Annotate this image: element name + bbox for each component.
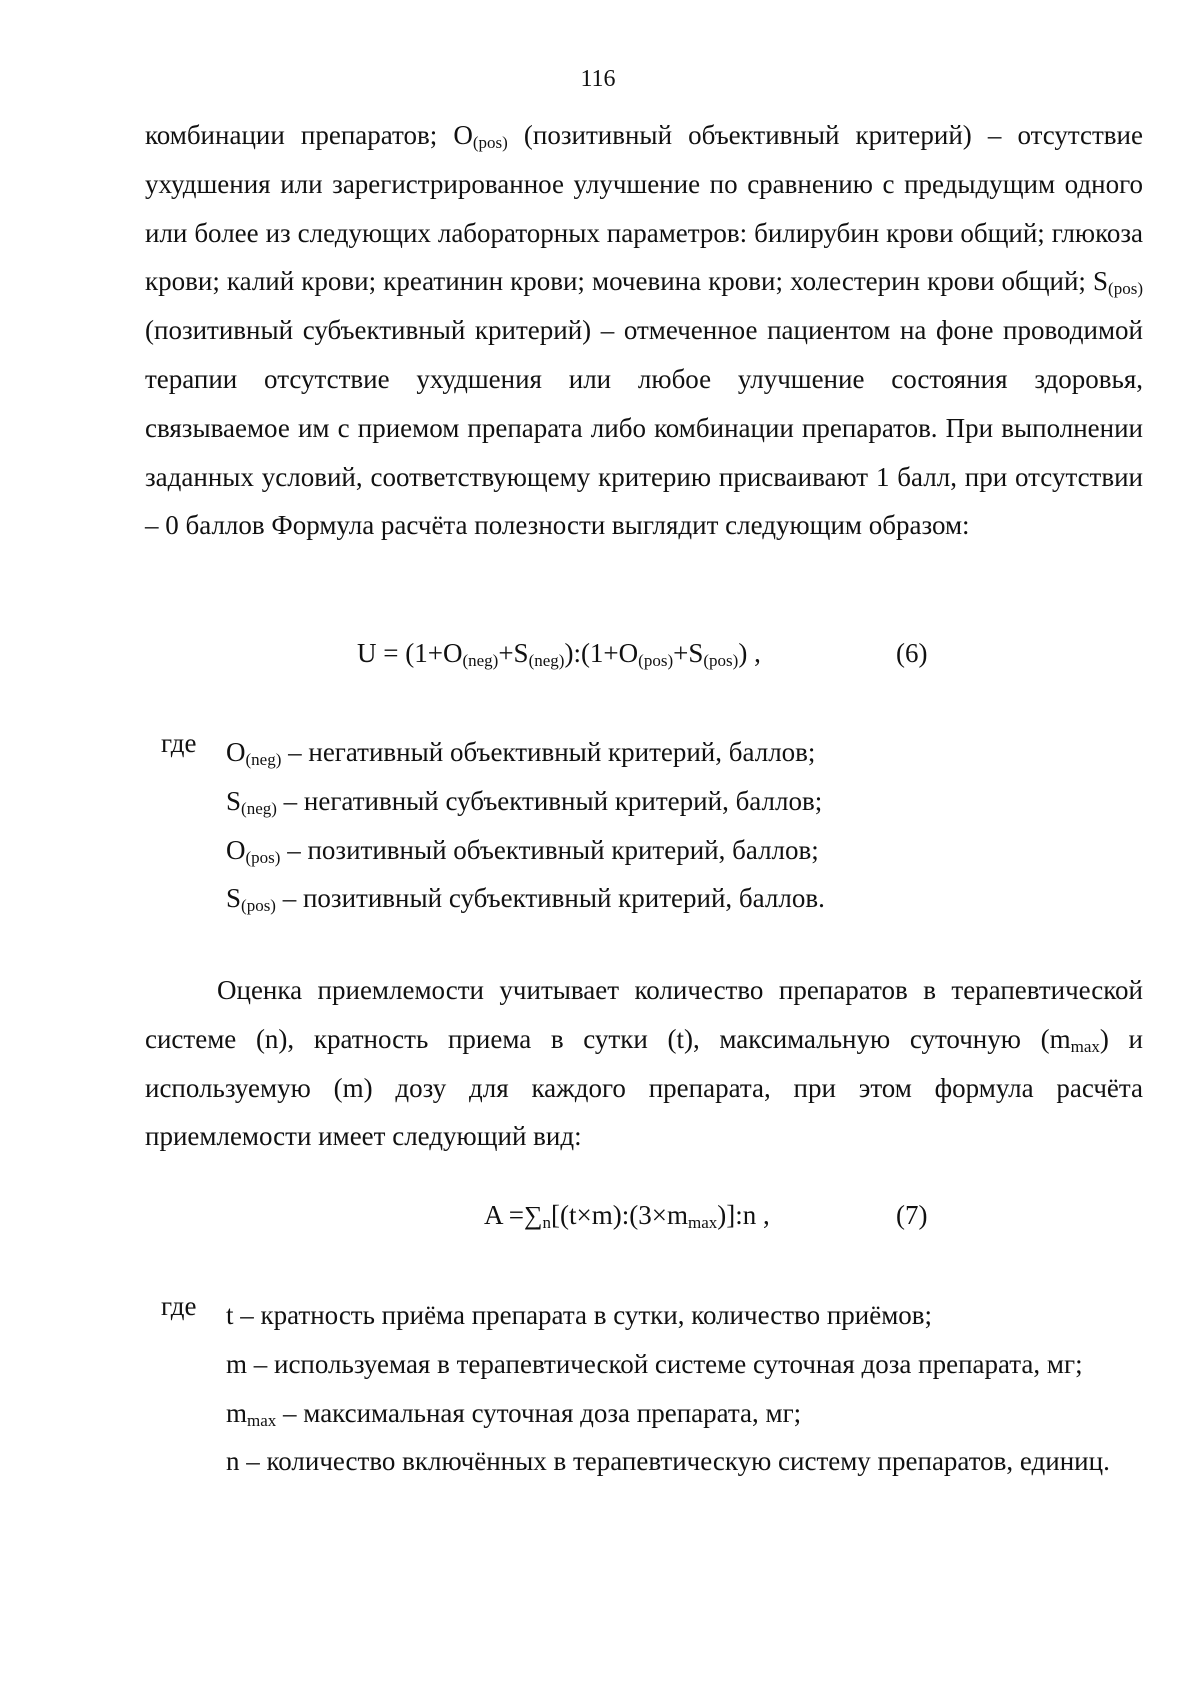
definition-item xyxy=(226,728,1123,777)
paragraph1-text-2: (позитивный объективный критерий) – отсутствие ухудшения или зарегистрированное улучшение по сравнению с предыдущим одного или более из следующих лабораторных параметров: билирубин крови общий; глюкоза крови; калий крови; креатинин крови; мочевина крови; холестерин крови общий; S xyxy=(145,120,1143,297)
definition-symbol: O xyxy=(226,834,246,865)
definition-symbol: S xyxy=(226,785,242,816)
formula7-text-2: [(t×m):(3×m xyxy=(551,1200,688,1230)
formula6-sub-3: (pos) xyxy=(638,651,674,670)
definition-symbol: m xyxy=(226,1397,248,1428)
equation-number-7: (7) xyxy=(896,1200,928,1230)
formula7-sub-2: max xyxy=(687,1213,718,1232)
formula-acceptability xyxy=(484,1200,770,1231)
definition-subscript: (pos) xyxy=(245,847,281,867)
equation-number-6: (6) xyxy=(896,638,928,668)
definition-item xyxy=(226,1389,1123,1438)
definition-text: – позитивный объективный критерий, баллов; xyxy=(280,834,819,865)
definition-text: m – используемая в терапевтической системе суточная доза препарата, мг; xyxy=(226,1348,1083,1379)
formula-utility xyxy=(357,638,761,669)
definition-item xyxy=(226,874,1123,923)
formula6-text-5: ) , xyxy=(738,638,761,668)
definition-text: t – кратность приёма препарата в сутки, количество приёмов; xyxy=(226,1300,933,1330)
definition-subscript: (neg) xyxy=(245,750,282,769)
paragraph1-text-1: комбинации препаратов; O xyxy=(145,120,473,150)
subscript-max: max xyxy=(1070,1036,1100,1056)
definition-text: n – количество включённых в терапевтическую систему препаратов, единиц. xyxy=(226,1446,1110,1477)
formula6-text-1: U = (1+O xyxy=(357,638,463,668)
formula7-text-1: A = xyxy=(484,1200,524,1230)
definitions-list-utility xyxy=(226,728,1123,923)
formula6-text-3: ):(1+O xyxy=(564,638,639,668)
where-label: где xyxy=(161,1291,197,1321)
definition-item xyxy=(226,826,1123,875)
definition-subscript: (neg) xyxy=(241,798,277,818)
paragraph-acceptability xyxy=(145,966,1143,1161)
definition-symbol: S xyxy=(226,883,242,914)
formula6-sub-1: (neg) xyxy=(462,651,499,670)
paragraph2-text-1: Оценка приемлемости учитывает количество препаратов в терапевтической системе (n), кратность приема в сутки (t), максимальную суточную (m xyxy=(145,975,1143,1054)
paragraph2-text-2: ) и используемую (m) дозу для каждого препарата, при этом формула расчёта приемлемости имеет следующий вид: xyxy=(145,1023,1143,1152)
definition-subscript: max xyxy=(247,1410,277,1430)
definitions-list-acceptability xyxy=(226,1291,1123,1486)
where-label: где xyxy=(161,728,197,758)
definition-item xyxy=(226,1340,1123,1389)
page-number: 116 xyxy=(580,66,616,92)
definition-text: – позитивный субъективный критерий, баллов. xyxy=(275,883,825,914)
subscript-pos: (pos) xyxy=(472,133,508,152)
definition-item xyxy=(226,777,1123,826)
definition-item xyxy=(226,1291,1123,1340)
formula6-sub-4: (pos) xyxy=(703,651,739,670)
definition-item xyxy=(226,1437,1123,1486)
definition-subscript: (pos) xyxy=(241,896,276,916)
formula6-text-2: +S xyxy=(498,638,529,668)
definition-text: – максимальная суточная доза препарата, мг; xyxy=(276,1397,802,1428)
definition-text: – негативный объективный критерий, баллов; xyxy=(281,737,816,767)
formula6-sub-2: (neg) xyxy=(528,651,565,670)
paragraph1-text-3: (позитивный субъективный критерий) – отмеченное пациентом на фоне проводимой терапии отсутствие ухудшения или любое улучшение состояния здоровья, связываемое им с приемом препарата либо комбинации препаратов. При выполнении заданных условий, соответствующему критерию присваивают 1 балл, при отсутствии – 0 баллов Формула расчёта полезности выглядит следующим образом: xyxy=(145,315,1143,541)
definition-text: – негативный субъективный критерий, баллов; xyxy=(276,785,823,816)
formula6-text-4: +S xyxy=(673,638,704,668)
definition-symbol: O xyxy=(226,737,246,767)
paragraph-criteria-definition xyxy=(145,111,1143,550)
subscript-pos: (pos) xyxy=(1108,279,1143,299)
formula7-sub-1: n xyxy=(542,1213,552,1232)
sum-sign: ∑ xyxy=(524,1201,543,1230)
formula7-text-3: )]:n , xyxy=(717,1200,770,1230)
